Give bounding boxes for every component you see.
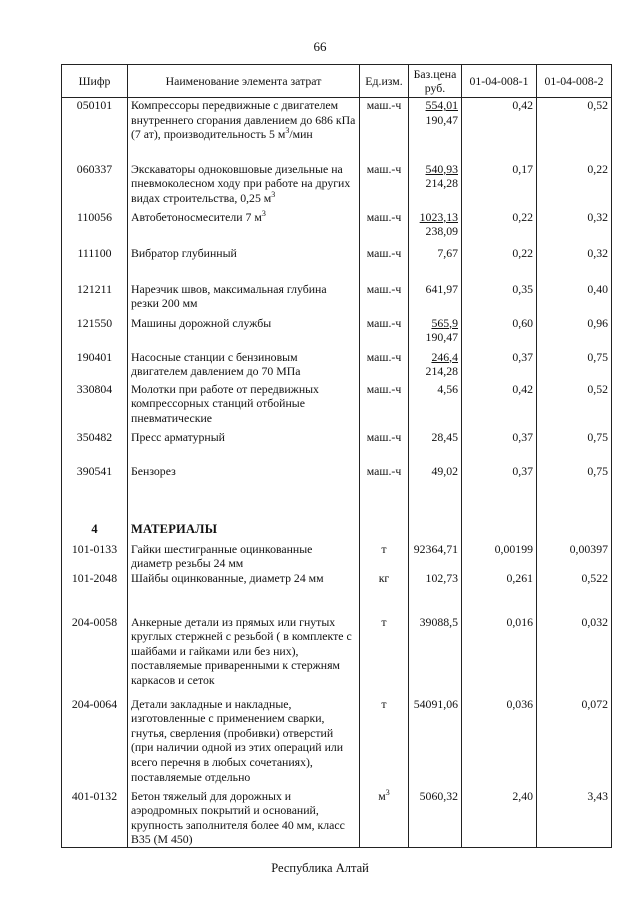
price-base: 238,09	[425, 224, 458, 239]
cell-code: 390541	[62, 464, 128, 512]
cell-unit	[360, 697, 409, 789]
price-current: 540,93	[425, 161, 458, 176]
cell-unit-text: т	[381, 541, 387, 556]
cell-name-superscript: 3	[285, 126, 290, 136]
cell-name	[128, 464, 360, 512]
cell-name: МАТЕРИАЛЫ	[128, 512, 360, 542]
cell-name	[128, 789, 360, 848]
cell-code: 4	[62, 512, 128, 542]
cell-unit	[360, 282, 409, 316]
cell-value-2: 0,75	[537, 430, 612, 464]
cell-name	[128, 615, 360, 697]
cell-name-text: Нарезчик швов, максимальная глубина резки 200 мм	[131, 281, 327, 311]
cell-value-2: 0,32	[537, 210, 612, 246]
cell-unit	[360, 430, 409, 464]
cell-price	[409, 316, 462, 350]
cell-value-1: 0,22	[462, 210, 537, 246]
cell-price: 92364,71	[409, 542, 462, 571]
table-header-row	[62, 65, 612, 98]
cost-table	[61, 64, 612, 848]
table-row	[62, 697, 612, 789]
cell-name-text: Насосные станции с бензиновым двигателем давлением до 70 МПа	[131, 349, 301, 379]
cell-price: 28,45	[409, 430, 462, 464]
cell-price	[409, 350, 462, 382]
cell-value-2: 0,75	[537, 350, 612, 382]
cell-price	[409, 210, 462, 246]
cell-value-2: 0,40	[537, 282, 612, 316]
cell-name	[128, 162, 360, 210]
cell-price: 7,67	[409, 246, 462, 282]
cell-unit-text: м	[378, 788, 386, 803]
cell-value-2: 0,32	[537, 246, 612, 282]
cell-name-text: Анкерные детали из прямых или гнутых круглых стержней с резьбой ( в комплекте с шайбами и гайками или без них), поставляемые приваренными к стержням каркасов и сеток	[131, 614, 352, 688]
cell-unit-text: маш.-ч	[366, 463, 402, 478]
cell-code: 330804	[62, 382, 128, 430]
cell-code: 350482	[62, 430, 128, 464]
cell-value-2: 3,43	[537, 789, 612, 848]
table-row	[62, 316, 612, 350]
cell-value-1: 0,37	[462, 430, 537, 464]
cell-unit-text: т	[381, 696, 387, 711]
cell-code: 401-0132	[62, 789, 128, 848]
cell-unit-text: маш.-ч	[366, 281, 402, 296]
price-current: 1023,13	[419, 209, 458, 224]
cell-value-1: 0,016	[462, 615, 537, 697]
cell-value-2: 0,522	[537, 571, 612, 615]
cell-value-1: 0,35	[462, 282, 537, 316]
cell-unit	[360, 98, 409, 162]
cell-price	[409, 98, 462, 162]
cell-price: 54091,06	[409, 697, 462, 789]
cell-value-2	[537, 512, 612, 542]
header-price: Баз.цена руб.	[409, 65, 462, 98]
table-row	[62, 350, 612, 382]
cell-code: 060337	[62, 162, 128, 210]
cell-value-1: 0,261	[462, 571, 537, 615]
cell-code: 050101	[62, 98, 128, 162]
cell-price: 5060,32	[409, 789, 462, 848]
cell-unit-text: т	[381, 614, 387, 629]
cell-price: 102,73	[409, 571, 462, 615]
cell-price	[409, 162, 462, 210]
cell-value-2: 0,22	[537, 162, 612, 210]
cell-unit-text: маш.-ч	[366, 161, 402, 176]
table-row	[62, 162, 612, 210]
cell-unit	[360, 350, 409, 382]
section-row	[62, 512, 612, 542]
cell-code: 204-0064	[62, 697, 128, 789]
cell-name-text: Детали закладные и накладные, изготовленные с применением сварки, гнутья, сверления (пробивки) отверстий (при наличии одной из этих операций или всего перечня в любых сочетаниях), поставляемые отдельно	[131, 696, 344, 784]
cell-code: 204-0058	[62, 615, 128, 697]
cell-code: 101-0133	[62, 542, 128, 571]
cell-price: 49,02	[409, 464, 462, 512]
cell-name-text: Вибратор глубинный	[131, 245, 237, 260]
cell-code: 111100	[62, 246, 128, 282]
cell-name	[128, 382, 360, 430]
header-name: Наименование элемента затрат	[128, 65, 360, 98]
cell-unit	[360, 571, 409, 615]
cell-name-text: Компрессоры передвижные с двигателем внутреннего сгорания давлением до 686 кПа (7 ат), производительность 5 м	[131, 98, 356, 142]
cell-value-1: 0,37	[462, 464, 537, 512]
cell-value-2: 0,52	[537, 98, 612, 162]
header-code: Шифр	[62, 65, 128, 98]
price-base: 214,28	[425, 176, 458, 191]
page-number: 66	[313, 39, 327, 54]
cell-unit	[360, 542, 409, 571]
cell-name	[128, 282, 360, 316]
cell-name-text: Бензорез	[131, 463, 176, 478]
cell-unit-text: маш.-ч	[366, 209, 402, 224]
cell-code: 101-2048	[62, 571, 128, 615]
table-row	[62, 98, 612, 162]
cell-name-text: Машины дорожной службы	[131, 315, 272, 330]
header-unit: Ед.изм.	[360, 65, 409, 98]
price-current: 246,4	[431, 349, 458, 364]
cell-price: 641,97	[409, 282, 462, 316]
cell-name	[128, 98, 360, 162]
price-current: 565,9	[431, 315, 458, 330]
cell-name-superscript: 3	[261, 208, 266, 218]
price-current: 554,01	[425, 98, 458, 112]
header-col1: 01-04-008-1	[462, 65, 537, 98]
cell-name-tail: /мин	[289, 127, 313, 142]
cell-name	[128, 430, 360, 464]
cell-name	[128, 316, 360, 350]
table-row	[62, 571, 612, 615]
cell-code: 110056	[62, 210, 128, 246]
cell-unit-text: маш.-ч	[366, 429, 402, 444]
cell-value-1: 0,00199	[462, 542, 537, 571]
cell-unit	[360, 210, 409, 246]
cell-code: 190401	[62, 350, 128, 382]
cell-unit-text: маш.-ч	[366, 381, 402, 396]
table-row	[62, 210, 612, 246]
table-row	[62, 382, 612, 430]
table-row	[62, 542, 612, 571]
cell-unit-text: маш.-ч	[366, 245, 402, 260]
table-row	[62, 430, 612, 464]
cell-value-2: 0,52	[537, 382, 612, 430]
cell-price: 39088,5	[409, 615, 462, 697]
table-body	[62, 98, 612, 848]
cell-value-1: 0,60	[462, 316, 537, 350]
price-base: 214,28	[425, 364, 458, 379]
cell-name	[128, 210, 360, 246]
cell-unit	[360, 615, 409, 697]
cell-unit	[360, 789, 409, 848]
cell-value-1: 0,22	[462, 246, 537, 282]
table-row	[62, 615, 612, 697]
cell-value-1: 0,42	[462, 382, 537, 430]
cell-value-2: 0,00397	[537, 542, 612, 571]
cell-name-text: Пресс арматурный	[131, 429, 225, 444]
cell-value-2: 0,032	[537, 615, 612, 697]
cell-unit-text: кг	[378, 570, 390, 585]
cell-name-text: Бетон тяжелый для дорожных и аэродромных покрытий и оснований, крупность заполнителя более 40 мм, класс В35 (М 450)	[131, 788, 345, 847]
cell-price: 4,56	[409, 382, 462, 430]
cell-unit	[360, 512, 409, 542]
cell-unit-text: маш.-ч	[366, 98, 402, 112]
cell-name-text: Автобетоносмесители 7 м	[131, 209, 262, 224]
table-row	[62, 246, 612, 282]
cell-unit	[360, 162, 409, 210]
cell-unit-text: маш.-ч	[366, 315, 402, 330]
cell-name-text: Молотки при работе от передвижных компрессорных станций отбойные пневматические	[131, 381, 319, 425]
cell-name-text: Шайбы оцинкованные, диаметр 24 мм	[131, 570, 324, 585]
cell-name-text: Гайки шестигранные оцинкованные диаметр резьбы 24 мм	[131, 541, 313, 571]
cell-value-2: 0,072	[537, 697, 612, 789]
cell-unit-text: маш.-ч	[366, 349, 402, 364]
cell-name	[128, 571, 360, 615]
table-row	[62, 282, 612, 316]
cell-unit	[360, 316, 409, 350]
cell-name-text: Экскаваторы одноковшовые дизельные на пневмоколесном ходу при работе на других видах строительства, 0,25 м	[131, 161, 351, 205]
cell-code: 121550	[62, 316, 128, 350]
cell-name	[128, 542, 360, 571]
cell-name	[128, 246, 360, 282]
cell-value-2: 0,96	[537, 316, 612, 350]
cell-name-superscript: 3	[271, 189, 276, 199]
cell-name	[128, 350, 360, 382]
table-row	[62, 789, 612, 848]
price-base: 190,47	[425, 112, 458, 127]
cell-name	[128, 697, 360, 789]
cell-value-1: 0,42	[462, 98, 537, 162]
cell-value-1: 0,37	[462, 350, 537, 382]
cell-code: 121211	[62, 282, 128, 316]
table-row	[62, 464, 612, 512]
cell-price	[409, 512, 462, 542]
cell-value-1: 0,036	[462, 697, 537, 789]
cell-value-1: 0,17	[462, 162, 537, 210]
cell-unit	[360, 246, 409, 282]
cell-value-2: 0,75	[537, 464, 612, 512]
footer-region: Республика Алтай	[271, 861, 369, 875]
cell-unit	[360, 464, 409, 512]
price-base: 190,47	[425, 330, 458, 345]
cell-unit-superscript: 3	[385, 787, 390, 797]
cell-value-1	[462, 512, 537, 542]
cell-unit	[360, 382, 409, 430]
header-col2: 01-04-008-2	[537, 65, 612, 98]
cell-value-1: 2,40	[462, 789, 537, 848]
